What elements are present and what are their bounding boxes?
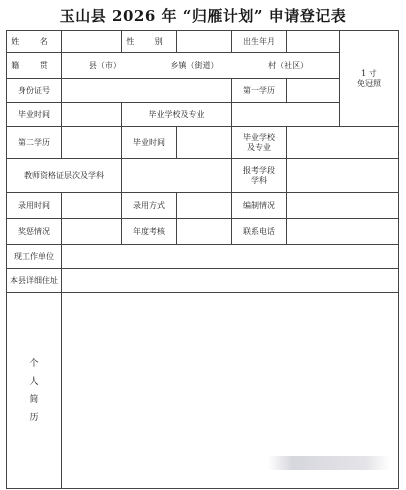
photo-note: 免冠照 [357,78,381,88]
staffing-value[interactable] [287,193,399,219]
school-major-value[interactable] [232,103,340,127]
address-value[interactable] [62,269,399,293]
second-degree-label: 第二学历 [7,127,62,159]
name-value[interactable] [62,31,122,53]
id-number-value[interactable] [62,79,232,103]
birth-label: 出生年月 [232,31,287,53]
grad-time2-label: 毕业时间 [122,127,177,159]
origin-label: 籍 贯 [7,53,62,79]
school-major-label: 毕业学校及专业 [122,103,232,127]
birth-value[interactable] [287,31,340,53]
address-label: 本县详细住址 [7,269,62,293]
award-label: 奖惩情况 [7,219,62,245]
id-number-label: 身份证号 [7,79,62,103]
apply-subject-value[interactable] [287,159,399,193]
current-unit-label: 现工作单位 [7,245,62,269]
assessment-value[interactable] [177,219,232,245]
hire-time-label: 录用时间 [7,193,62,219]
gender-value[interactable] [177,31,232,53]
county-label: 县（市） [88,60,121,70]
teacher-cert-value[interactable] [122,159,232,193]
current-unit-value[interactable] [62,245,399,269]
grad-time-label: 毕业时间 [7,103,62,127]
second-degree-value[interactable] [62,127,122,159]
resume-label-cell [7,293,62,489]
award-value[interactable] [62,219,122,245]
assessment-label: 年度考核 [122,219,177,245]
township-label: 乡镇（街道） [170,60,219,70]
phone-value[interactable] [287,219,399,245]
hire-method-label: 录用方式 [122,193,177,219]
grad-time2-value[interactable] [177,127,232,159]
school-major2-value[interactable] [287,127,399,159]
name-label: 姓 名 [7,31,62,53]
staffing-label: 编制情况 [232,193,287,219]
village-label: 村（社区） [268,60,309,70]
school-major2-label: 毕业学校 及专业 [232,127,287,159]
hire-time-value[interactable] [62,193,122,219]
apply-subject-label: 报考学段 学科 [232,159,287,193]
photo-size: 1 寸 [361,68,377,78]
origin-value[interactable] [62,53,340,79]
form-title: 玉山县 2026 年 “归雁计划” 申请登记表 [59,7,347,25]
hire-method-value[interactable] [177,193,232,219]
first-degree-value[interactable] [287,79,340,103]
teacher-cert-label: 教师资格证层次及学科 [7,159,122,193]
registration-form [6,30,399,489]
grad-time-value[interactable] [62,103,122,127]
photo-box[interactable] [340,31,399,127]
first-degree-label: 第一学历 [232,79,287,103]
phone-label: 联系电话 [232,219,287,245]
resume-label: 个人简历 [29,358,39,423]
blurred-watermark [268,456,390,470]
gender-label: 性 别 [122,31,177,53]
